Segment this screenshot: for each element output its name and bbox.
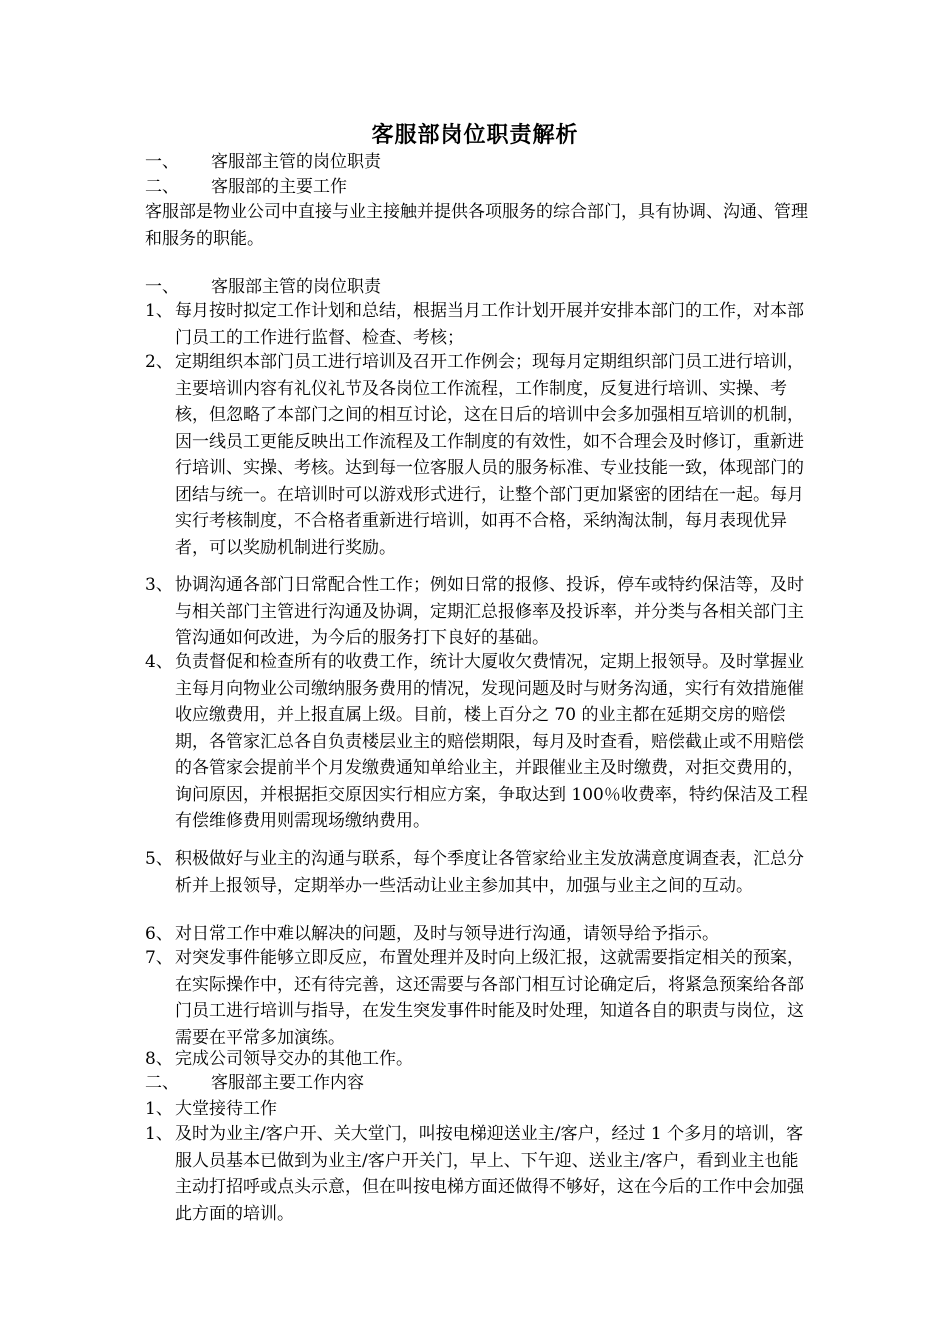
toc-text: 客服部主管的岗位职责 [211,152,381,172]
item-text: 定期组织本部门员工进行培训及召开工作例会；现每月定期组织部门员工进行培训，主要培训内容有礼仪礼节及各岗位工作流程，工作制度，反复进行培训、实操、考核，但忽略了本部门之间的相互讨论，这在日后的培训中会多加强相互培训的机制，因一线员工更能反映出工作流程及工作制度的有效性，如不合理会及时修订，重新进行培训、实操、考核。达到每一位客服人员的服务标准、专业技能一致，体现部门的团结与统一。在培训时可以游戏形式进行，让整个部门更加紧密的团结在一起。每月实行考核制度，不合格者重新进行培训，如再不合格，采纳淘汰制，每月表现优异者，可以奖励机制进行奖励。 [175,352,804,558]
item-text: 对突发事件能够立即反应，布置处理并及时向上级汇报，这就需要指定相关的预案，在实际操作中，还有待完善，这还需要与各部门相互讨论确定后，将紧急预案给各部门员工进行培训与指导，在发生突发事件时能及时处理，知道各自的职责与岗位，这需要在平常多加演练。 [175,948,804,1048]
subsection-heading [145,1096,815,1123]
item-number: 1、 [145,1099,173,1119]
toc-text: 客服部的主要工作 [211,177,347,197]
list-item [145,572,815,652]
item-number: 2、 [145,352,173,372]
list-item [145,945,815,1051]
item-number: 1、 [145,301,173,321]
section-title: 客服部主管的岗位职责 [211,277,381,297]
page-title: 客服部岗位职责解析 [371,122,579,148]
list-item [145,1046,815,1073]
list-item [145,921,815,948]
item-number: 4、 [145,652,173,672]
item-number: 3、 [145,575,173,595]
item-text: 对日常工作中难以解决的问题，及时与领导进行沟通，请领导给予指示。 [175,924,719,944]
intro-paragraph: 客服部是物业公司中直接与业主接触并提供各项服务的综合部门，具有协调、沟通、管理和服务的职能。 [145,202,808,249]
list-item [145,298,815,351]
item-number: 1、 [145,1124,173,1144]
item-number: 6、 [145,924,173,944]
item-text: 负责督促和检查所有的收费工作，统计大厦收欠费情况，定期上报领导。及时掌握业主每月向物业公司缴纳服务费用的情况，发现问题及时与财务沟通，实行有效措施催收应缴费用，并上报直属上级。目前，楼上百分之 70 的业主都在延期交房的赔偿期，各管家汇总各自负责楼层业主的赔偿期限，每月及时查看，赔偿截止或不用赔偿的各管家会提前半个月发缴费通知单给业主，并跟催业主及时缴费，对拒交费用的，询问原因，并根据拒交原因实行相应方案，争取达到 100％收费率，特约保洁及工程有偿维修费用则需现场缴纳费用。 [175,652,808,831]
toc-number: 二、 [145,177,179,197]
list-item [145,349,815,561]
item-number: 7、 [145,948,173,968]
item-number: 8、 [145,1049,173,1069]
item-number: 5、 [145,849,173,869]
item-text: 完成公司领导交办的其他工作。 [175,1049,413,1069]
section-number: 二、 [145,1073,179,1093]
item-text: 及时为业主/客户开、关大堂门，叫按电梯迎送业主/客户，经过 1 个多月的培训，客服人员基本已做到为业主/客户开关门，早上、下午迎、送业主/客户，看到业主也能主动打招呼或点头示意，但在叫按电梯方面还做得不够好，这在今后的工作中会加强此方面的培训。 [175,1124,804,1224]
list-item [145,1121,815,1227]
list-item [145,846,815,899]
section-title: 客服部主要工作内容 [211,1073,364,1093]
toc-number: 一、 [145,152,179,172]
item-text: 积极做好与业主的沟通与联系，每个季度让各管家给业主发放满意度调查表，汇总分析并上报领导，定期举办一些活动让业主参加其中，加强与业主之间的互动。 [175,849,804,896]
list-item [145,649,815,835]
section-heading [145,275,381,299]
section-heading [145,1071,364,1095]
item-text: 大堂接待工作 [175,1099,277,1119]
section-number: 一、 [145,277,179,297]
item-text: 协调沟通各部门日常配合性工作；例如日常的报修、投诉，停车或特约保洁等，及时与相关部门主管进行沟通及协调，定期汇总报修率及投诉率，并分类与各相关部门主管沟通如何改进，为今后的服务打下良好的基础。 [175,575,804,648]
item-text: 每月按时拟定工作计划和总结，根据当月工作计划开展并安排本部门的工作，对本部门员工的工作进行监督、检查、考核； [175,301,804,348]
toc-item [145,150,381,174]
toc-item [145,175,347,199]
